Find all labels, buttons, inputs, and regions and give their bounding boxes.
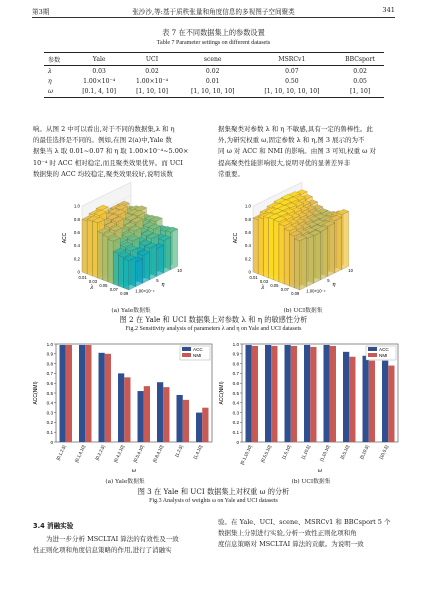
bar-face	[164, 237, 171, 273]
bar-acc	[285, 345, 291, 442]
text-line: 外,为研究权重 ω,固定参数 λ 和 η,图 3 展示的为不	[218, 136, 365, 145]
bar-nmi	[252, 346, 258, 442]
x-tick-label: [0.1,10,10]	[239, 444, 253, 466]
table-cell: [0.1, 4, 10]	[82, 88, 117, 96]
eta-tick-label: 10	[348, 267, 353, 273]
issue-label: 第3期	[32, 8, 50, 16]
text-line: 的最佳选择是不同的。例如,在图 2(a)中,Yale 数	[33, 136, 172, 145]
bar-face	[328, 223, 335, 276]
table-header-cell: 参数	[48, 56, 61, 64]
y-tick-label: 0.5	[46, 390, 53, 396]
table-cell: λ	[48, 67, 52, 75]
bar-face	[124, 259, 129, 290]
bar-face	[279, 224, 284, 284]
y-tick-label: 0.2	[46, 420, 53, 426]
z-tick-label: 0.2	[73, 256, 80, 262]
eta-tick-label: 1.00×10⁻⁴	[135, 288, 155, 294]
bar-nmi	[144, 386, 150, 442]
text-line: 性正则化项和角度信息策略的作用,进行了消融实	[33, 546, 172, 555]
bar-nmi	[349, 357, 355, 442]
table-cell: 0.02	[353, 67, 367, 75]
lambda-tick-label: 0.09	[291, 291, 300, 296]
bar-face	[171, 229, 178, 270]
table-cell: 0.07	[285, 67, 299, 75]
z-tick-label: 0.8	[244, 216, 251, 222]
y-tick-label: 0.1	[46, 430, 53, 435]
bar-face	[321, 228, 328, 280]
bar-face	[269, 217, 274, 280]
z-tick-label: 0.8	[73, 216, 80, 222]
table-cell: 0.03	[92, 67, 106, 75]
lambda-tick-label: 0.07	[109, 287, 118, 292]
bar-nmi	[202, 408, 208, 442]
lambda-axis-label: λ	[90, 285, 94, 291]
parameter-table	[44, 52, 384, 98]
body-text-right	[218, 124, 394, 180]
legend-label: NMI	[193, 352, 202, 358]
bar-face	[136, 259, 143, 287]
lambda-tick-label: 0.03	[88, 279, 98, 284]
figure2-panel-yale	[62, 186, 192, 306]
table-row	[44, 87, 384, 98]
legend-swatch	[182, 353, 191, 357]
bar-nmi	[124, 377, 130, 442]
text-line: 据集当 λ 取 0.01~0.07 和 η 取 1.00×10⁻⁴~5.00×	[33, 147, 189, 156]
bar-acc	[79, 345, 85, 442]
bar-nmi	[369, 361, 375, 442]
eta-tick-label: 5	[156, 278, 159, 284]
bar-face	[92, 221, 97, 278]
lambda-tick-label: 0.09	[120, 291, 129, 296]
eta-tick-label: 5	[327, 278, 330, 284]
figure3-chart-uci	[216, 338, 406, 476]
y-tick-label: 0.4	[46, 400, 53, 406]
table-cell: 0.01	[205, 77, 220, 85]
x-tick-label: [1,10,10]	[318, 444, 331, 462]
table-header-cell: scene	[203, 55, 222, 63]
bar-acc	[265, 345, 271, 442]
text-line: 数据集的 ACC 均较稳定,聚类效果较好,说明该数	[33, 169, 173, 178]
text-line: 度信息策略对 MSCLTAI 算法的贡献。为说明一致	[218, 540, 364, 549]
z-axis-label: ACC	[62, 232, 68, 244]
x-tick-label: [0.8,4,10]	[151, 444, 165, 464]
bar-acc	[157, 382, 163, 442]
y-tick-label: 1.0	[232, 341, 239, 347]
table-row	[44, 66, 384, 77]
lambda-tick-label: 0.03	[259, 279, 269, 284]
bar-face	[143, 252, 150, 283]
z-tick-label: 0.4	[244, 243, 251, 249]
eta-axis-label: η	[332, 282, 336, 289]
table-row	[44, 76, 384, 86]
bar-face	[113, 251, 118, 286]
y-tick-label: 0.8	[46, 361, 53, 367]
section-text-right	[218, 517, 394, 551]
figure2-sublabel-a: (a) Yale数据集	[111, 308, 151, 314]
bar-face	[314, 232, 321, 283]
bar-face	[118, 255, 123, 288]
x-tick-label: [5,5,10]	[339, 444, 351, 460]
table-cell: [1, 10, 10, 10, 10]	[264, 88, 320, 96]
x-tick-label: [1,2,5]	[173, 444, 184, 458]
figure3-sublabel-a: (a) Yale数据集	[105, 479, 145, 485]
figure3-chart-yale	[30, 338, 220, 476]
y-tick-label: 0.2	[232, 420, 239, 426]
bar-acc	[196, 413, 202, 442]
z-tick-label: 0.4	[73, 243, 80, 249]
bar-face	[253, 218, 258, 274]
table-header-cell: BBCsport	[345, 55, 375, 63]
z-tick-label: 1.0	[73, 203, 80, 209]
page-number: 341	[382, 6, 395, 14]
x-axis-label: ω	[131, 468, 137, 474]
bar-acc	[343, 352, 349, 442]
eta-tick-label: 10	[177, 267, 182, 273]
table-cell: 0.50	[285, 77, 299, 85]
bar-acc	[304, 345, 310, 442]
legend-label: NMI	[379, 352, 388, 358]
y-tick-label: 0.6	[232, 381, 239, 386]
figure3-caption-cn: 图 3 在 Yale 和 UCI 数据集上对权重 ω 的分析	[137, 487, 290, 496]
eta-tick-label: 1.00×10⁻⁴	[306, 288, 326, 294]
bar-nmi	[183, 400, 189, 442]
bar-face	[284, 229, 289, 286]
bar-face	[295, 239, 300, 290]
y-tick-label: 0.7	[232, 371, 239, 377]
x-tick-label: [1,5,10]	[280, 444, 292, 460]
y-tick-label: 0	[50, 439, 53, 445]
y-tick-label: 0.8	[232, 361, 239, 367]
z-tick-label: 0	[77, 269, 80, 275]
z-tick-label: 0	[248, 269, 251, 275]
table-cell: [1, 10]	[349, 88, 371, 96]
bar-nmi	[291, 346, 297, 442]
bar-acc	[118, 373, 124, 442]
y-tick-label: 0.9	[232, 351, 239, 357]
z-tick-label: 0.6	[244, 230, 251, 235]
bar-acc	[177, 395, 183, 442]
table7-caption-en: Table 7 Parameter settings on different datasets	[156, 40, 271, 46]
bar-acc	[246, 345, 252, 442]
table-header-cell: Yale	[92, 55, 106, 63]
x-tick-label: [0.1,4,10]	[73, 444, 87, 464]
figure2-sublabel-b: (b) UCI数据集	[283, 308, 323, 314]
y-tick-label: 0.6	[46, 381, 53, 386]
body-text-left	[33, 124, 208, 180]
x-tick-label: [0.4,2,10]	[112, 444, 126, 464]
bar-nmi	[66, 345, 72, 442]
bar-acc	[382, 361, 388, 442]
bar-face	[307, 235, 314, 286]
bar-face	[98, 231, 103, 280]
figure2-caption-en: Fig.2 Sensitivity analysis of parameters λ and η on Yale and UCI datasets	[125, 326, 302, 332]
y-tick-label: 0.1	[232, 430, 239, 435]
text-line: 据集聚类对参数 λ 和 η 不敏感,具有一定的鲁棒性。此	[218, 125, 373, 133]
x-tick-label: [1,4,10]	[192, 444, 204, 460]
bar-nmi	[105, 354, 111, 442]
x-tick-label: [1,10,5]	[300, 444, 312, 460]
bar-nmi	[163, 387, 169, 442]
z-axis-label: ACC	[233, 232, 239, 244]
bar-face	[335, 217, 342, 273]
bar-acc	[363, 356, 369, 442]
y-tick-label: 0	[236, 439, 239, 445]
legend-swatch	[368, 347, 377, 351]
y-tick-label: 0.3	[46, 410, 53, 416]
lambda-tick-label: 0.07	[280, 287, 289, 292]
text-line: 验。在 Yale、UCI、scene、MSRCv1 和 BBCsport 5 个	[218, 518, 391, 526]
y-tick-label: 0.3	[232, 410, 239, 416]
bar-face	[150, 245, 157, 280]
x-tick-label: [0.2,2,5]	[94, 444, 106, 461]
table-header-row	[44, 53, 384, 66]
y-axis-label: ACC(NMI)	[219, 381, 225, 405]
bar-face	[274, 220, 279, 282]
figure3-caption-en: Fig.3 Analysis of weights ω on Yale and UCI datasets	[149, 498, 278, 504]
x-tick-label: [0.5,4,10]	[132, 444, 145, 464]
bar-nmi	[330, 346, 336, 442]
table-cell: 0.05	[353, 77, 367, 85]
eta-axis-label: η	[161, 282, 165, 289]
bar-nmi	[310, 347, 316, 442]
bar-acc	[138, 391, 144, 442]
lambda-axis-label: λ	[261, 285, 265, 291]
y-tick-label: 0.7	[46, 371, 53, 377]
text-line: 响。从图 2 中可以看出,对于不同的数据集,λ 和 η	[33, 125, 175, 133]
bar-face	[342, 211, 349, 269]
figure2-caption-cn: 图 2 在 Yale 和 UCI 数据集上对参数 λ 和 η 的敏感性分析	[119, 315, 308, 324]
lambda-tick-label: 0.01	[249, 275, 258, 280]
lambda-tick-label: 0.05	[99, 283, 108, 288]
header-rule	[32, 17, 395, 18]
table-cell: ω	[48, 88, 53, 96]
table-cell: [1, 10, 10]	[136, 88, 168, 96]
lambda-tick-label: 0.05	[270, 283, 279, 288]
text-line: 数据集上分别进行实验,分析一致性正则化项和角	[218, 529, 357, 538]
x-tick-label: [0.5,5,10]	[259, 444, 273, 464]
section-heading: 3.4 消融实验	[33, 522, 74, 530]
x-axis-label: ω	[317, 468, 323, 474]
bar-face	[129, 257, 136, 290]
table-header-cell: MSRCv1	[278, 55, 306, 63]
bar-acc	[99, 353, 105, 442]
figure3-sublabel-b: (b) UCI数据集	[291, 479, 331, 485]
text-line: 提高聚类性能影响很大,说明寻优的显著差异非	[218, 158, 351, 167]
figure2-panel-uci	[233, 186, 363, 306]
bar-face	[103, 235, 108, 282]
bar-face	[108, 239, 113, 284]
bar-face	[87, 219, 92, 276]
bar-face	[157, 245, 164, 276]
table-cell: [1, 10, 10, 10]	[190, 88, 235, 96]
table7-caption-cn: 表 7 在不同数据集上的参数设置	[162, 28, 265, 37]
legend-label: ACC	[193, 346, 203, 352]
y-tick-label: 0.9	[46, 351, 53, 357]
bar-face	[82, 219, 87, 274]
y-axis-label: ACC(NMI)	[33, 381, 39, 405]
bar-nmi	[85, 345, 91, 442]
y-tick-label: 0.4	[232, 400, 239, 406]
bar-acc	[60, 345, 66, 442]
legend-swatch	[368, 353, 377, 357]
table-cell: 1.00×10⁻⁴	[83, 77, 116, 85]
legend-label: ACC	[379, 346, 389, 352]
table-cell: 1.00×10⁻⁴	[135, 77, 169, 85]
bar-face	[289, 234, 294, 288]
bar-face	[263, 216, 268, 278]
lambda-tick-label: 0.01	[78, 275, 87, 280]
x-tick-label: [0.1,2,5]	[55, 444, 67, 461]
y-tick-label: 0.5	[232, 390, 239, 396]
z-tick-label: 0.6	[73, 230, 80, 235]
bar-face	[258, 217, 263, 276]
z-tick-label: 0.2	[244, 256, 251, 262]
table-cell: 0.02	[145, 67, 159, 75]
running-title: 张沙沙,等:基于质秩张量和角度信息的多视图子空间聚类	[132, 8, 295, 16]
text-line: 常重要。	[218, 169, 244, 178]
legend-swatch	[182, 347, 191, 351]
table-header-cell: UCI	[145, 55, 159, 63]
text-line: 同 ω 对 ACC 和 NMI 的影响。由图 3 可知,权重 ω 对	[218, 147, 377, 156]
text-line: 10⁻⁴ 时 ACC 相对稳定,而且聚类效果优异。而 UCI	[33, 158, 183, 167]
section-text-left	[33, 534, 208, 556]
x-tick-label: [10,5,5]	[378, 444, 390, 460]
text-line: 为进一步分析 MSCLTAI 算法的有效性及一致	[46, 535, 179, 543]
bar-face	[300, 237, 307, 290]
bar-acc	[324, 345, 330, 442]
y-tick-label: 1.0	[46, 341, 53, 347]
z-tick-label: 1.0	[244, 203, 251, 209]
table-cell: η	[48, 77, 52, 85]
table-cell: 0.02	[205, 67, 220, 75]
bar-nmi	[271, 346, 277, 442]
x-tick-label: [5,10,5]	[358, 444, 370, 460]
bar-nmi	[388, 366, 394, 442]
